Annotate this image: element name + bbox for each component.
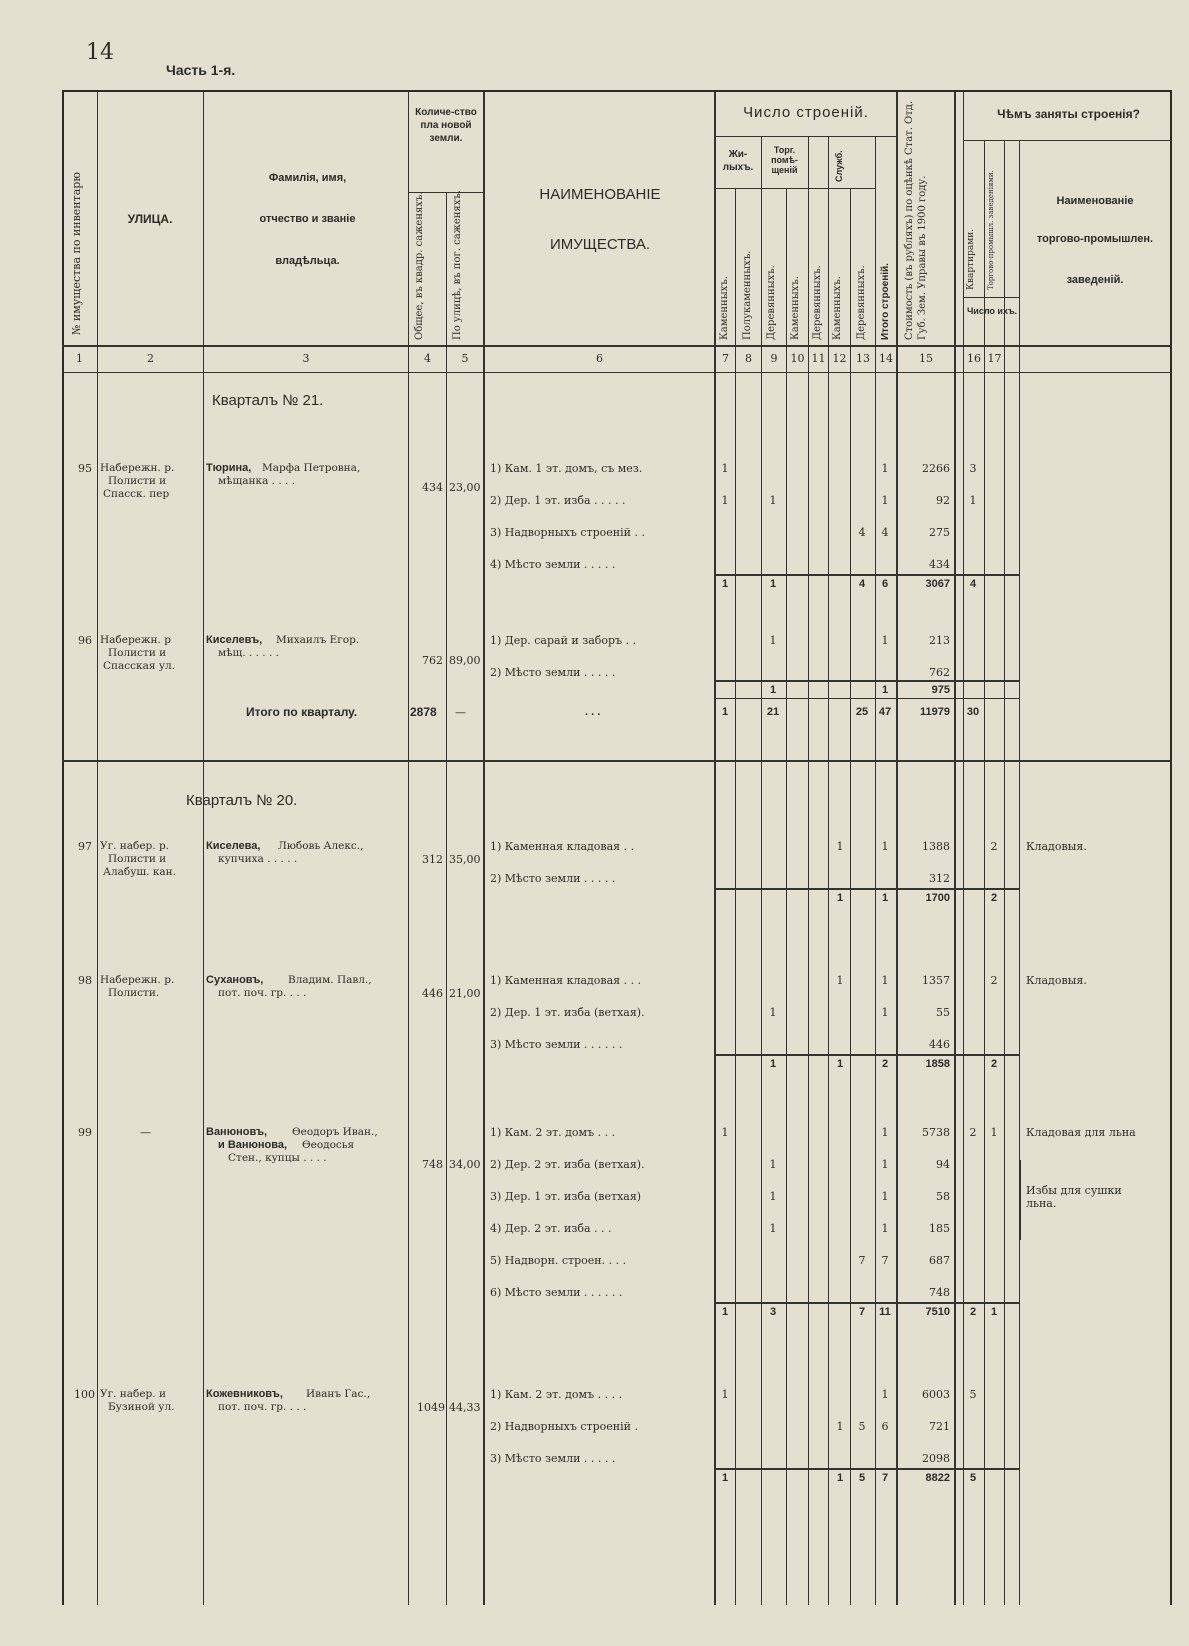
row98-street-2: Полисти. bbox=[108, 987, 160, 999]
cell: 1 bbox=[721, 578, 729, 590]
cell: 1 bbox=[881, 840, 889, 853]
cell: 30 bbox=[966, 706, 980, 718]
cell: 6003 bbox=[922, 1388, 950, 1401]
header-derevyannykh-2: Деревянныхъ. bbox=[812, 265, 823, 340]
cell: 58 bbox=[936, 1190, 950, 1203]
cell: 275 bbox=[929, 526, 950, 539]
cell: 1 bbox=[836, 1058, 844, 1070]
header-property-1: НАИМЕНОВАНІЕ bbox=[539, 186, 661, 203]
colnum-bottom-line bbox=[62, 372, 1172, 373]
row99-est2-2: льна. bbox=[1026, 1197, 1057, 1210]
cell: 1 bbox=[769, 634, 777, 647]
subtotal-line bbox=[714, 1054, 1020, 1056]
colnum-4: 4 bbox=[424, 352, 431, 365]
cell: 312 bbox=[929, 872, 950, 885]
colnum-12: 12 bbox=[832, 352, 847, 365]
row100-no: 100 bbox=[74, 1388, 95, 1401]
row100-street-len: 44,33 bbox=[449, 1401, 481, 1414]
cell: 4 bbox=[858, 578, 866, 590]
cell: 1 bbox=[881, 1222, 889, 1235]
cell: 1 bbox=[881, 1388, 889, 1401]
header-value: Стоимость (въ рубляхъ) по оцѣнкѣ Стат. Отд. Губ. Зем. Управы въ 1900 году. bbox=[904, 100, 928, 340]
colnum-17: 17 bbox=[987, 352, 1002, 365]
cell: 1 bbox=[881, 892, 889, 904]
row99-land: 748 bbox=[422, 1158, 443, 1171]
row100-land: 1049 bbox=[417, 1401, 445, 1414]
subtotal-line bbox=[714, 698, 1020, 699]
row95-land: 434 bbox=[422, 481, 443, 494]
header-kamennykh-3: Каменныхъ. bbox=[832, 276, 843, 340]
vline bbox=[446, 192, 447, 1605]
cell: 94 bbox=[936, 1158, 950, 1171]
header-land-street: По улицѣ, въ пог. саженяхъ. bbox=[452, 190, 463, 340]
row99-est2-1: Избы для сушки bbox=[1026, 1184, 1122, 1197]
row98-street-1: Набережн. р. bbox=[100, 974, 175, 986]
row100-owner-status: пот. поч. гр. . . . bbox=[218, 1401, 307, 1413]
cell: 1700 bbox=[925, 892, 950, 904]
cell: 1 bbox=[836, 1472, 844, 1484]
row95-no: 95 bbox=[78, 462, 92, 475]
row95-street-2: Полисти и bbox=[108, 475, 167, 487]
colnum-3: 3 bbox=[302, 352, 310, 365]
row97-street-3: Алабуш. кан. bbox=[103, 866, 176, 878]
block21-total-label: Итого по кварталу. bbox=[246, 705, 358, 719]
row99-street-len: 34,00 bbox=[449, 1158, 481, 1171]
header-kamennykh-2: Каменныхъ. bbox=[790, 276, 801, 340]
cell: 1 bbox=[881, 974, 889, 987]
item95-3: 3) Надворныхъ строеній . . bbox=[490, 526, 645, 539]
header-total-buildings: Итого строеній. bbox=[880, 263, 891, 340]
row100-owner-surname: Кожевниковъ, bbox=[206, 1388, 283, 1400]
header-owner-3: владѣльца. bbox=[275, 255, 340, 267]
cell: 1 bbox=[881, 1006, 889, 1019]
item99-3: 3) Дер. 1 эт. изба (ветхая) bbox=[490, 1190, 642, 1203]
vline bbox=[408, 92, 409, 1605]
cell: 7 bbox=[858, 1254, 866, 1267]
item99-6: 6) Мѣсто земли . . . . . . bbox=[490, 1286, 623, 1299]
block-separator bbox=[62, 760, 1172, 762]
block21-total-land: 2878 bbox=[410, 705, 437, 719]
cell: 2 bbox=[990, 892, 998, 904]
row100-street-2: Бузиной ул. bbox=[108, 1401, 175, 1413]
header-bottom-line bbox=[62, 345, 1172, 347]
cell: 1 bbox=[969, 494, 977, 507]
header-residential: Жи-лыхъ. bbox=[722, 149, 754, 173]
cell: 2 bbox=[881, 1058, 889, 1070]
vline bbox=[714, 92, 716, 1605]
row98-owner-status: пот. поч. гр. . . . bbox=[218, 987, 307, 999]
block21-total-dash: — bbox=[455, 706, 466, 719]
cell: 1 bbox=[881, 462, 889, 475]
cell: 47 bbox=[878, 706, 892, 718]
cell: 11979 bbox=[920, 706, 950, 718]
cell: 1 bbox=[881, 684, 889, 696]
cell: 1 bbox=[721, 1126, 729, 1139]
row96-street-1: Набережн. р bbox=[100, 634, 171, 646]
item95-2: 2) Дер. 1 эт. изба . . . . . bbox=[490, 494, 626, 507]
cell: 1 bbox=[721, 1472, 729, 1484]
item100-2: 2) Надворныхъ строеній . bbox=[490, 1420, 638, 1433]
header-land-total: Общее, въ квадр. саженяхъ. bbox=[414, 191, 425, 340]
colnum-6: 6 bbox=[596, 352, 603, 365]
cell: 1 bbox=[721, 494, 729, 507]
item95-1: 1) Кам. 1 эт. домъ, съ мез. bbox=[490, 462, 643, 475]
row98-street-len: 21,00 bbox=[449, 987, 481, 1000]
header-owner-1: Фамилія, имя, bbox=[268, 172, 347, 184]
cell: 1 bbox=[881, 1126, 889, 1139]
cell: 1 bbox=[721, 462, 729, 475]
row95-street-len: 23,00 bbox=[449, 481, 481, 494]
cell: 3067 bbox=[925, 578, 950, 590]
cell: 1 bbox=[769, 1058, 777, 1070]
row99-no: 99 bbox=[78, 1126, 92, 1139]
cell: 721 bbox=[929, 1420, 950, 1433]
cell: 1 bbox=[769, 494, 777, 507]
header-polukamennykh: Полукаменныхъ. bbox=[742, 250, 753, 340]
subtotal-line bbox=[714, 574, 1020, 576]
row98-no: 98 bbox=[78, 974, 92, 987]
cell: 748 bbox=[929, 1286, 950, 1299]
row95-street-1: Набережн. р. bbox=[100, 462, 175, 474]
cell: 2 bbox=[990, 1058, 998, 1070]
cell: 5 bbox=[858, 1472, 866, 1484]
cell: 1 bbox=[836, 974, 844, 987]
cell: 1388 bbox=[922, 840, 950, 853]
colnum-9: 9 bbox=[770, 352, 778, 365]
cell: 4 bbox=[858, 526, 866, 539]
row97-no: 97 bbox=[78, 840, 92, 853]
page-number: 14 bbox=[86, 40, 114, 65]
cell: 975 bbox=[931, 684, 950, 696]
vline bbox=[203, 92, 204, 1605]
header-owner-2: отчество и званіе bbox=[259, 213, 356, 225]
cell: 5 bbox=[969, 1388, 977, 1401]
part-label: Часть 1-я. bbox=[166, 62, 236, 78]
subtotal-line bbox=[714, 680, 1020, 682]
cell: 1858 bbox=[925, 1058, 950, 1070]
header-property-2: ИМУЩЕСТВА. bbox=[549, 236, 651, 253]
row99-owner2-surname: и Ванюнова, bbox=[218, 1139, 288, 1151]
vline bbox=[850, 188, 851, 1605]
row97-est: Кладовыя. bbox=[1026, 840, 1087, 853]
row99-street: — bbox=[140, 1126, 151, 1139]
subtotal-line bbox=[714, 888, 1020, 890]
header-trade: Торг. помѣ-щеній bbox=[771, 145, 798, 175]
cell: 25 bbox=[855, 706, 869, 718]
row96-street-len: 89,00 bbox=[449, 654, 481, 667]
block-title-21: Кварталъ № 21. bbox=[212, 392, 324, 409]
colnum-1: 1 bbox=[76, 352, 83, 365]
count-sub-line bbox=[963, 297, 1019, 298]
row100-owner-name: Иванъ Гас., bbox=[306, 1388, 371, 1400]
cell: 1 bbox=[836, 840, 844, 853]
cell: 1 bbox=[990, 1306, 998, 1318]
vline bbox=[1004, 140, 1005, 1605]
cell: 213 bbox=[929, 634, 950, 647]
subtotal-line bbox=[714, 1302, 1020, 1304]
cell: 1 bbox=[769, 578, 777, 590]
header-count: Число ихъ. bbox=[966, 306, 1018, 316]
item96-1: 1) Дер. сарай и заборъ . . bbox=[490, 634, 637, 647]
row95-owner-status: мѣщанка . . . . bbox=[218, 475, 296, 487]
cell: 4 bbox=[969, 578, 977, 590]
cell: 434 bbox=[929, 558, 950, 571]
cell: 21 bbox=[766, 706, 780, 718]
cell: 5 bbox=[969, 1472, 977, 1484]
row99-owner-surname: Ванюновъ, bbox=[206, 1126, 268, 1138]
header-trade-est: Торгово-промышл. заведеніями. bbox=[987, 170, 995, 290]
item97-2: 2) Мѣсто земли . . . . . bbox=[490, 872, 616, 885]
cell: 1 bbox=[881, 1190, 889, 1203]
cell: 1 bbox=[769, 1222, 777, 1235]
row100-street-1: Уг. набер. и bbox=[100, 1388, 166, 1400]
colnum-16: 16 bbox=[967, 352, 981, 365]
cell: 1 bbox=[836, 1420, 844, 1433]
row99-owner-status: Стен., купцы . . . . bbox=[228, 1152, 327, 1164]
cell: 1 bbox=[769, 1190, 777, 1203]
header-est-name-3: заведеній. bbox=[1066, 274, 1124, 286]
row98-owner-name: Владим. Павл., bbox=[288, 974, 372, 986]
row96-no: 96 bbox=[78, 634, 92, 647]
cell: 1357 bbox=[922, 974, 950, 987]
header-apartments: Квартирами. bbox=[966, 228, 976, 290]
row99-owner-name: Өеодоръ Иван., bbox=[292, 1126, 378, 1138]
row95-owner-name: Марфа Петровна, bbox=[262, 462, 361, 474]
cell: 11 bbox=[879, 1306, 891, 1318]
cell: 7 bbox=[881, 1472, 889, 1484]
header-derevyannykh-3: Деревянныхъ. bbox=[856, 265, 867, 340]
cell: 1 bbox=[881, 634, 889, 647]
item98-2: 2) Дер. 1 эт. изба (ветхая). bbox=[490, 1006, 645, 1019]
row98-owner-surname: Сухановъ, bbox=[206, 974, 264, 986]
colnum-8: 8 bbox=[745, 352, 752, 365]
row97-street-1: Уг. набер. р. bbox=[100, 840, 170, 852]
cell: 2 bbox=[990, 840, 998, 853]
item95-4: 4) Мѣсто земли . . . . . bbox=[490, 558, 616, 571]
vline bbox=[97, 92, 98, 1605]
colnum-10: 10 bbox=[790, 352, 805, 365]
cell: 762 bbox=[929, 666, 950, 679]
cell: 446 bbox=[929, 1038, 950, 1051]
row96-street-2: Полисти и bbox=[108, 647, 167, 659]
row95-street-3: Спасск. пер bbox=[103, 488, 170, 500]
colnum-7: 7 bbox=[722, 352, 729, 365]
cell: 3 bbox=[769, 1306, 777, 1318]
cell: 5 bbox=[858, 1420, 866, 1433]
item100-1: 1) Кам. 2 эт. домъ . . . . bbox=[490, 1388, 623, 1401]
row98-land: 446 bbox=[422, 987, 443, 1000]
header-occupied: Чѣмъ заняты строенія? bbox=[997, 107, 1140, 121]
header-derevyannykh: Деревянныхъ. bbox=[766, 265, 777, 340]
block21-total-dots: . . . bbox=[585, 706, 601, 718]
colnum-2: 2 bbox=[147, 352, 154, 365]
cell: 7 bbox=[858, 1306, 866, 1318]
cell: 2 bbox=[969, 1126, 977, 1139]
buildings-sub-line bbox=[714, 136, 896, 137]
header-inventory-number: № имущества по инвентарю bbox=[70, 172, 83, 335]
colnum-14: 14 bbox=[879, 352, 893, 365]
cell: 6 bbox=[881, 578, 889, 590]
cell: 1 bbox=[881, 494, 889, 507]
cell: 92 bbox=[936, 494, 950, 507]
vline bbox=[1019, 140, 1020, 1605]
vline bbox=[735, 188, 736, 1605]
row97-owner-status: купчиха . . . . . bbox=[218, 853, 298, 865]
subtotal-line bbox=[714, 1468, 1020, 1470]
row96-owner-status: мѣщ. . . . . . bbox=[218, 647, 279, 659]
vline bbox=[483, 92, 485, 1605]
cell: 2 bbox=[969, 1306, 977, 1318]
vline bbox=[954, 92, 956, 1605]
cell: 1 bbox=[769, 1158, 777, 1171]
item96-2: 2) Мѣсто земли . . . . . bbox=[490, 666, 616, 679]
cell: 6 bbox=[881, 1420, 889, 1433]
item99-2: 2) Дер. 2 эт. изба (ветхая). bbox=[490, 1158, 645, 1171]
occupied-sub-line bbox=[963, 140, 1172, 141]
item100-3: 3) Мѣсто земли . . . . . bbox=[490, 1452, 616, 1465]
header-kamennykh: Каменныхъ. bbox=[719, 276, 730, 340]
colnum-15: 15 bbox=[919, 352, 933, 365]
header-est-name-2: торгово-промышлен. bbox=[1036, 233, 1154, 245]
cell: 1 bbox=[721, 1306, 729, 1318]
colnum-5: 5 bbox=[461, 352, 469, 365]
item99-4: 4) Дер. 2 эт. изба . . . bbox=[490, 1222, 612, 1235]
cell: 3 bbox=[969, 462, 977, 475]
cell: 2266 bbox=[922, 462, 950, 475]
vline bbox=[786, 188, 787, 1605]
cell: 687 bbox=[929, 1254, 950, 1267]
row97-owner-surname: Киселева, bbox=[206, 840, 261, 852]
cell: 2 bbox=[990, 974, 998, 987]
row96-owner-surname: Киселевъ, bbox=[206, 634, 263, 646]
row98-est: Кладовыя. bbox=[1026, 974, 1087, 987]
cell: 7 bbox=[881, 1254, 889, 1267]
header-street: УЛИЦА. bbox=[127, 212, 173, 226]
row97-street-2: Полисти и bbox=[108, 853, 167, 865]
cell: 1 bbox=[769, 1006, 777, 1019]
vline bbox=[963, 92, 964, 1605]
item97-1: 1) Каменная кладовая . . bbox=[490, 840, 635, 853]
cell: 185 bbox=[929, 1222, 950, 1235]
cell: 55 bbox=[936, 1006, 950, 1019]
row95-owner-surname: Тюрина, bbox=[206, 462, 252, 474]
row97-owner-name: Любовь Алекс., bbox=[278, 840, 364, 852]
item99-1: 1) Кам. 2 эт. домъ . . . bbox=[490, 1126, 616, 1139]
row96-land: 762 bbox=[422, 654, 443, 667]
cell: 1 bbox=[721, 1388, 729, 1401]
header-buildings: Число строеній. bbox=[743, 104, 869, 121]
item98-1: 1) Каменная кладовая . . . bbox=[490, 974, 642, 987]
header-service: Служб. bbox=[834, 150, 844, 182]
cell: 1 bbox=[990, 1126, 998, 1139]
cell: 7510 bbox=[925, 1306, 950, 1318]
bracket bbox=[1020, 1160, 1021, 1240]
header-land: Количе-ство пла новой земли. bbox=[415, 107, 477, 144]
block-title-20: Кварталъ № 20. bbox=[186, 792, 298, 809]
cell: 8822 bbox=[925, 1472, 950, 1484]
row96-street-3: Спасская ул. bbox=[103, 660, 176, 672]
cell: 2098 bbox=[922, 1452, 950, 1465]
cell: 4 bbox=[881, 526, 889, 539]
cell: 1 bbox=[769, 684, 777, 696]
row97-street-len: 35,00 bbox=[449, 853, 481, 866]
cell: 1 bbox=[836, 892, 844, 904]
cell: 1 bbox=[881, 1158, 889, 1171]
row99-owner2-name: Өеодосья bbox=[302, 1139, 355, 1151]
colnum-11: 11 bbox=[811, 352, 826, 365]
row99-est: Кладовая для льна bbox=[1026, 1126, 1136, 1139]
colnum-13: 13 bbox=[856, 352, 870, 365]
cell: 1 bbox=[721, 706, 729, 718]
cell: 5738 bbox=[922, 1126, 950, 1139]
row96-owner-name: Михаилъ Егор. bbox=[276, 634, 360, 646]
item98-3: 3) Мѣсто земли . . . . . . bbox=[490, 1038, 623, 1051]
row97-land: 312 bbox=[422, 853, 443, 866]
header-est-name-1: Наименованіе bbox=[1056, 195, 1134, 207]
item99-5: 5) Надворн. строен. . . . bbox=[490, 1254, 627, 1267]
